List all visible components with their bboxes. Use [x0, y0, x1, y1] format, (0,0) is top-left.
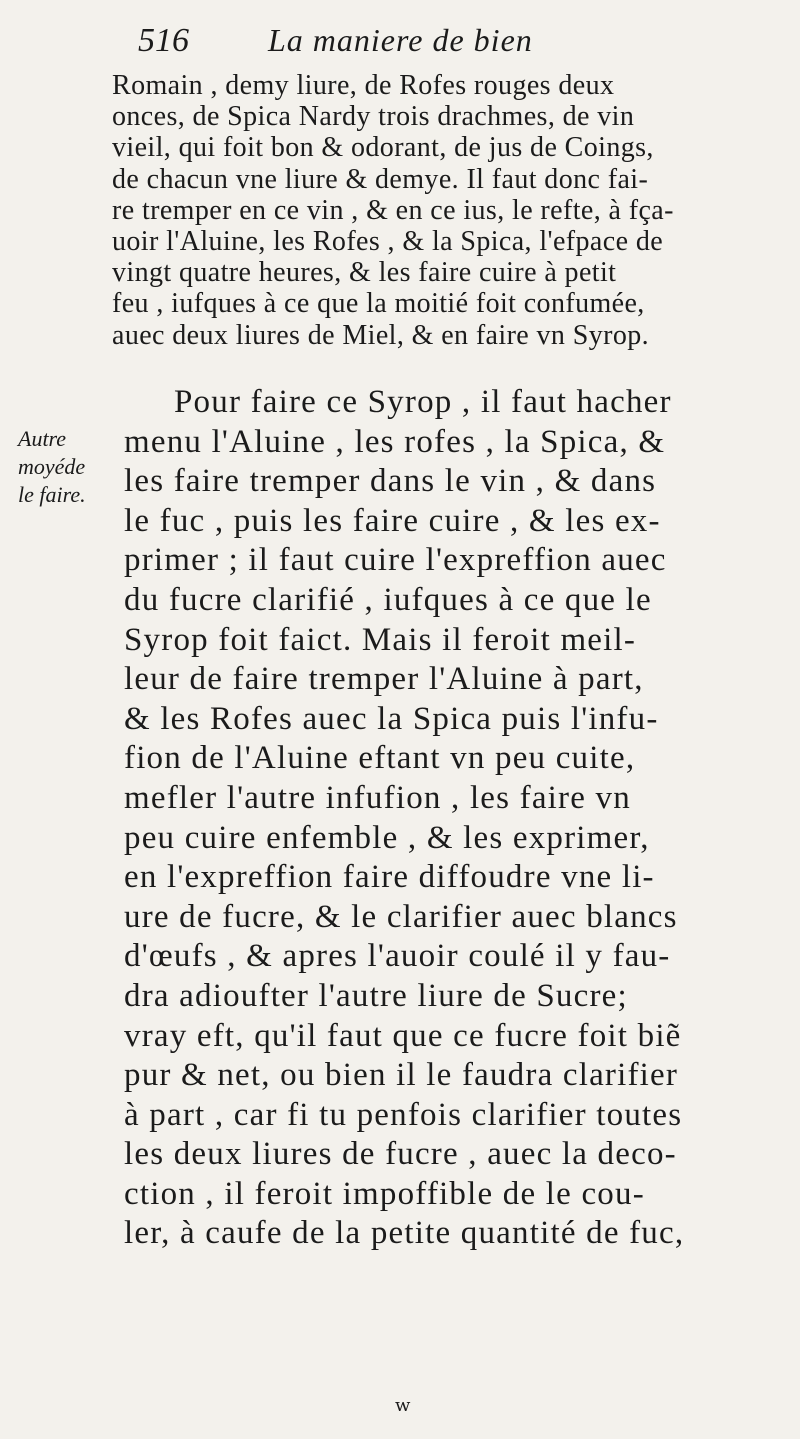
text-line: ure de fucre, & le clarifier auec blancs — [124, 898, 678, 935]
text-line: & les Rofes auec la Spica puis l'infu- — [124, 700, 659, 737]
text-line: vingt quatre heures, & les faire cuire à petit — [112, 257, 617, 289]
margin-note — [18, 425, 118, 509]
signature-mark: w — [395, 1395, 411, 1416]
text-line: fion de l'Aluine eftant vn peu cuite, — [124, 740, 636, 777]
text-line: leur de faire tremper l'Aluine à part, — [124, 661, 644, 698]
text-line: les deux liures de fucre , auec la deco- — [124, 1136, 677, 1173]
text-line: en l'expreffion faire diffoudre vne li- — [124, 859, 655, 896]
text-line: du fucre clarifié , iufques à ce que le — [124, 581, 652, 618]
text-line: ction , il feroit impoffible de le cou- — [124, 1175, 645, 1212]
text-line: feu , iufques à ce que la moitié foit confumée, — [112, 288, 645, 320]
text-line: d'œufs , & apres l'auoir coulé il y fau- — [124, 938, 671, 975]
text-line: mefler l'autre infufion , les faire vn — [124, 779, 631, 816]
text-line: de chacun vne liure & demye. Il faut donc fai- — [112, 163, 649, 195]
text-line: peu cuire enfemble , & les exprimer, — [124, 819, 650, 856]
text-line: dra adioufter l'autre liure de Sucre; — [124, 977, 628, 1014]
text-line: vray eft, qu'il faut que ce fucre foit biẽ — [124, 1017, 682, 1054]
text-line: vieil, qui foit bon & odorant, de jus de Coings, — [112, 132, 654, 164]
page-number: 516 — [138, 22, 189, 59]
running-title: La maniere de bien — [268, 22, 533, 58]
text-line: Pour faire ce Syrop , il faut hacher — [174, 384, 672, 420]
text-line: menu l'Aluine , les rofes , la Spica, & — [124, 423, 666, 460]
margin-note-line: moyéde — [18, 454, 86, 479]
text-line: les faire tremper dans le vin , & dans — [124, 463, 657, 500]
margin-note-line: le faire. — [18, 482, 86, 507]
page-header — [138, 22, 698, 72]
text-line: Romain , demy liure, de Rofes rouges deux — [112, 70, 615, 101]
text-line: Syrop foit faict. Mais il feroit meil- — [124, 621, 637, 658]
margin-note-line: Autre — [18, 426, 67, 451]
text-line: auec deux liures de Miel, & en faire vn Syrop. — [112, 319, 650, 351]
text-line: pur & net, ou bien il le faudra clarifier — [124, 1057, 679, 1094]
text-line: le fuc , puis les faire cuire , & les ex- — [124, 502, 661, 539]
text-line: à part , car fi tu penfois clarifier toutes — [124, 1096, 683, 1133]
text-line: re tremper en ce vin , & en ce ius, le refte, à fça- — [112, 194, 674, 226]
paragraph-2 — [124, 383, 800, 1254]
text-line: onces, de Spica Nardy trois drachmes, de vin — [112, 101, 635, 133]
text-line: primer ; il faut cuire l'expreffion auec — [124, 542, 667, 579]
text-line: uoir l'Aluine, les Rofes , & la Spica, l'efpace de — [112, 225, 664, 257]
text-line: ler, à caufe de la petite quantité de fuc, — [124, 1215, 685, 1252]
paragraph-1 — [112, 70, 800, 351]
